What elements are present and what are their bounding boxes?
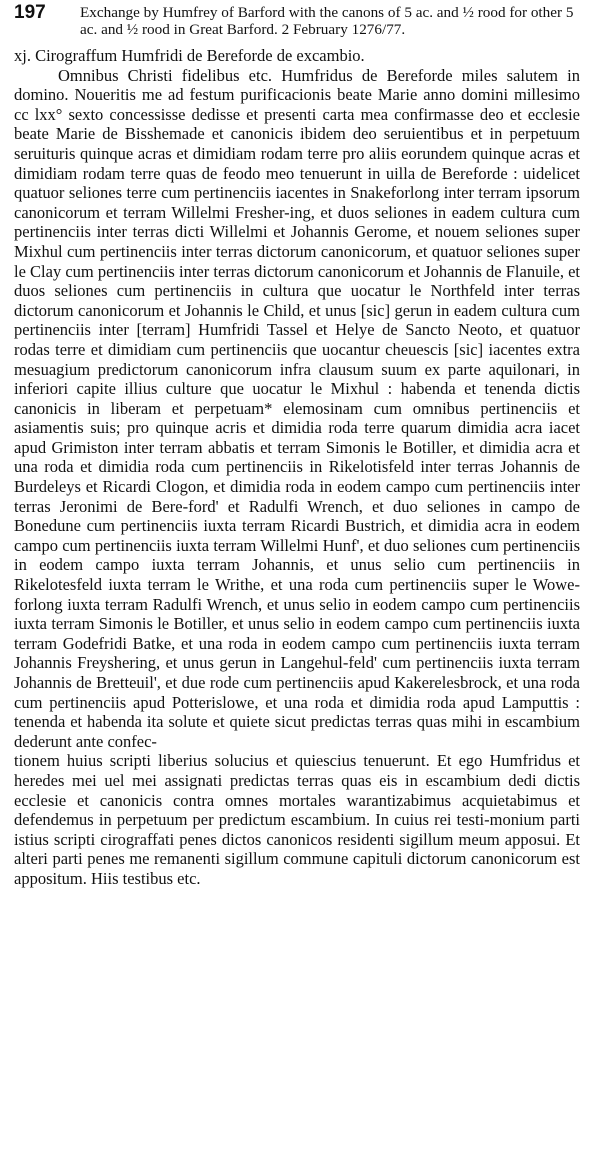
entry-header (14, 4, 580, 38)
charter-heading: xj. Cirograffum Humfridi de Bereforde de excambio. (14, 46, 365, 65)
entry-number: 197 (14, 2, 46, 23)
entry-summary: Exchange by Humfrey of Barford with the canons of 5 ac. and ½ rood for other 5 ac. and ½ rood in Great Barford. 2 February 1276/77. (80, 4, 574, 38)
charter-text (14, 66, 580, 889)
charter-paragraph-warranty: tionem huius scripti liberius solucius et quiescius tenuerunt. Et ego Humfridus et heredes mei uel mei assignati predictas terras quas eis in escambium dedi dictis ecclesie et canonicis contra omnes mortales warantizabimus acquietabimus et defendemus in perpetuum per predictum escambium. In cuius rei testi-monium parti istius scripti cirograffati penes dictos canonicos residenti sigillum meum apposui. Et alteri parti penes me remanenti sigillum commune capituli dictorum canonicorum est appositum. Hiis testibus etc. (14, 751, 580, 888)
charter-paragraph-grant: Omnibus Christi fidelibus etc. Humfridus de Bereforde miles salutem in domino. Noueritis me ad festum purificacionis beate Marie anno domini millesimo cc lxx° sexto concessisse dedisse et presenti carta mea confirmasse deo et ecclesie beate Marie de Bisshemade et canonicis ibidem deo seruientibus et in perpetuum seruituris quinque acras et dimidiam rodam terre pro aliis eorundem quinque acras et dimidiam rodam terre quas de feodo meo tenuerunt in uilla de Bereforde : uidelicet quatuor seliones terre cum pertinenciis iacentes in Snakeforlong inter terram ipsorum canonicorum et terram Willelmi Fresher-ing, et duos seliones in eadem cultura cum pertinenciis inter terras dicti Willelmi et Johannis Gerome, et nouem seliones super Mixhul cum pertinenciis inter terras dictorum canonicorum, et quatuor seliones super le Clay cum pertinenciis inter terras dictorum canonicorum et Johannis de Flanuile, et duos seliones cum pertinenciis in cultura que uocatur le Northfeld inter terras dictorum canonicorum et Johannis le Child, et unus [sic] gerun in eadem cultura cum pertinenciis inter [terram] Humfridi Tassel et Helye de Sancto Neoto, et quatuor rodas terre et dimidiam cum pertinenciis que uocantur cheuescis [sic] iacentes extra mesuagium predictorum canonicorum infra clausum suum ex parte aquilonari, in inferiori capite illius culture que uocatur le Mixhul : habenda et tenenda dictis canonicis in liberam et perpetuam* elemosinam cum omnibus pertinenciis et asiamentis suis; pro quinque acris et dimidia roda terre quarum dimidia acra iacet apud Grimiston inter terram abbatis et terram Simonis le Botiller, et dimidia acra et una roda et dimidia roda cum pertinenciis in Rikelotisfeld inter terras Johannis de Burdeleys et Ricardi Clogon, et dimidia roda in eodem campo cum pertinenciis inter terras Jeronimi de Bere-ford' et Radulfi Wrench, et duo seliones in campo de Bonedune cum pertinenciis iuxta terram Ricardi Bustrich, et dimidia acra in eodem campo cum pertinenciis iuxta terram Willelmi Hunf', et duo seliones cum pertinenciis in eodem campo iuxta terram Johannis, et unus selio cum pertinenciis in Rikelotesfeld iuxta terram le Writhe, et una roda cum pertinenciis super le Wowe-forlong iuxta terram Radulfi Wrench, et unus selio in eodem campo cum pertinenciis iuxta terram Simonis le Botiller, et unus selio in eodem campo cum pertinenciis iuxta terram Godefridi Batke, et una roda in eodem campo cum pertinenciis iuxta terram Johannis Freyshering, et unus gerun in Langehul-feld' cum pertinenciis iuxta terram Johannis de Bretteuil', et due rode cum pertinenciis apud Kakerelesbrock, et una roda cum pertinenciis apud Potterislowe, et una roda et dimidia roda apud Lamputtis : tenenda et habenda ita solute et quiete sicut predictas terras quas mihi in escambium dederunt ante confec- (14, 65, 580, 751)
